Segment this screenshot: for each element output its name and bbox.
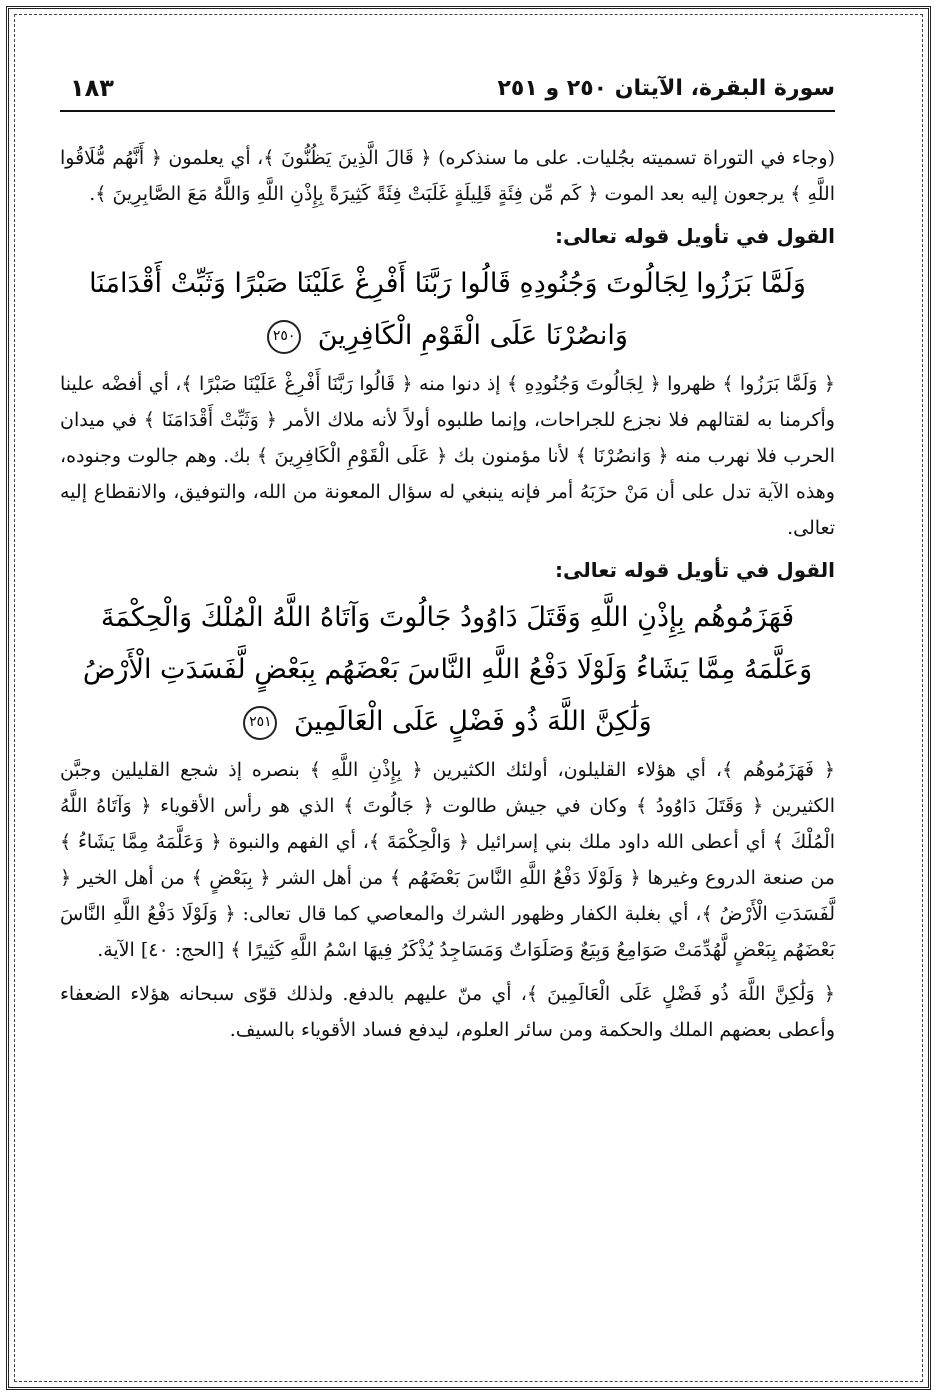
quran-verse-251 — [80, 592, 815, 748]
paragraph-4: ﴿ وَلَٰكِنَّ اللَّهَ ذُو فَضْلٍ عَلَى الْعَالَمِينَ ﴾، أي منّ عليهم بالدفع. ولذلك قوّى سبحانه هؤلاء الضعفاء وأعطى بعضهم الملك والحكمة ومن سائر العلوم، ليدفع فساد الأقوياء بالسيف. — [60, 983, 835, 1041]
section-heading-1: القول في تأويل قوله تعالى: — [555, 224, 835, 248]
paragraph-3: ﴿ فَهَزَمُوهُم ﴾، أي هؤلاء القليلون، أولئك الكثيرين ﴿ بِإِذْنِ اللَّهِ ﴾ بنصره إذ شجع القليلين وجبَّن الكثيرين ﴿ وَقَتَلَ دَاوُودُ ﴾ وكان في جيش طالوت ﴿ جَالُوتَ ﴾ الذي هو رأس الأقوياء ﴿ وَآتَاهُ اللَّهُ الْمُلْكَ ﴾ أي أعطى الله داود ملك بني إسرائيل ﴿ وَالْحِكْمَةَ ﴾، أي الفهم والنبوة ﴿ وَعَلَّمَهُ مِمَّا يَشَاءُ ﴾ من صنعة الدروع وغيرها ﴿ وَلَوْلَا دَفْعُ اللَّهِ النَّاسَ بَعْضَهُم ﴾ من أهل الشر ﴿ بِبَعْضٍ ﴾ من أهل الخير ﴿ لَّفَسَدَتِ الْأَرْضُ ﴾، أي بغلبة الكفار وظهور الشرك والمعاصي كما قال تعالى: ﴿ وَلَوْلَا دَفْعُ اللَّهِ النَّاسَ بَعْضَهُم بِبَعْضٍ لَّهُدِّمَتْ صَوَامِعُ وَبِيَعٌ وَصَلَوَاتٌ وَمَسَاجِدُ يُذْكَرُ فِيهَا اسْمُ اللَّهِ كَثِيرًا ﴾ [الحج: ٤٠] الآية. — [60, 759, 835, 961]
running-title: سورة البقرة، الآيتان ٢٥٠ و ٢٥١ — [497, 76, 835, 101]
paragraph-gap — [60, 968, 835, 976]
paragraph-1: (وجاء في التوراة تسميته بجُليات. على ما سنذكره) ﴿ قَالَ الَّذِينَ يَظُنُّونَ ﴾، أي يعلمون ﴿ أَنَّهُم مُّلَاقُوا اللَّهِ ﴾ يرجعون إليه بعد الموت ﴿ كَم مِّن فِئَةٍ قَلِيلَةٍ غَلَبَتْ فِئَةً كَثِيرَةً بِإِذْنِ اللَّهِ وَاللَّهُ مَعَ الصَّابِرِينَ ﴾. — [60, 147, 835, 205]
verse-250-text: وَلَمَّا بَرَزُوا لِجَالُوتَ وَجُنُودِهِ قَالُوا رَبَّنَا أَفْرِغْ عَلَيْنَا صَبْرًا وَثَبِّتْ أَقْدَامَنَا وَانصُرْنَا عَلَى الْقَوْمِ الْكَافِرِينَ — [89, 268, 806, 351]
page-header — [60, 70, 835, 112]
verse-251-text: فَهَزَمُوهُم بِإِذْنِ اللَّهِ وَقَتَلَ دَاوُودُ جَالُوتَ وَآتَاهُ اللَّهُ الْمُلْكَ وَالْحِكْمَةَ وَعَلَّمَهُ مِمَّا يَشَاءُ وَلَوْلَا دَفْعُ اللَّهِ النَّاسَ بَعْضَهُم بِبَعْضٍ لَّفَسَدَتِ الْأَرْضُ وَلَٰكِنَّ اللَّهَ ذُو فَضْلٍ عَلَى الْعَالَمِينَ — [82, 602, 813, 737]
verse-number-251: ٢٥١ — [243, 706, 277, 740]
page-number: ١٨٣ — [70, 74, 114, 102]
quran-verse-250 — [80, 258, 815, 362]
page-content — [60, 140, 835, 1048]
verse-number-250: ٢٥٠ — [267, 320, 301, 354]
section-heading-2: القول في تأويل قوله تعالى: — [555, 558, 835, 582]
book-page — [60, 60, 835, 1350]
paragraph-2: ﴿ وَلَمَّا بَرَزُوا ﴾ ظهروا ﴿ لِجَالُوتَ وَجُنُودِهِ ﴾ إذ دنوا منه ﴿ قَالُوا رَبَّنَا أَفْرِغْ عَلَيْنَا صَبْرًا ﴾، أي أفضْه علينا وأكرمنا به لقتالهم فلا نجزع للجراحات، وإنما طلبوه أولاً لأنه ملاك الأمر ﴿ وَثَبِّتْ أَقْدَامَنَا ﴾ في ميدان الحرب فلا نهرب منه ﴿ وَانصُرْنَا ﴾ لأنا مؤمنون بك ﴿ عَلَى الْقَوْمِ الْكَافِرِينَ ﴾ بك. وهم جالوت وجنوده، وهذه الآية تدل على أن مَنْ حزَبَهُ أمر فإنه ينبغي له سؤال المعونة من الله، والتوفيق، والانقطاع إليه تعالى. — [60, 373, 835, 539]
